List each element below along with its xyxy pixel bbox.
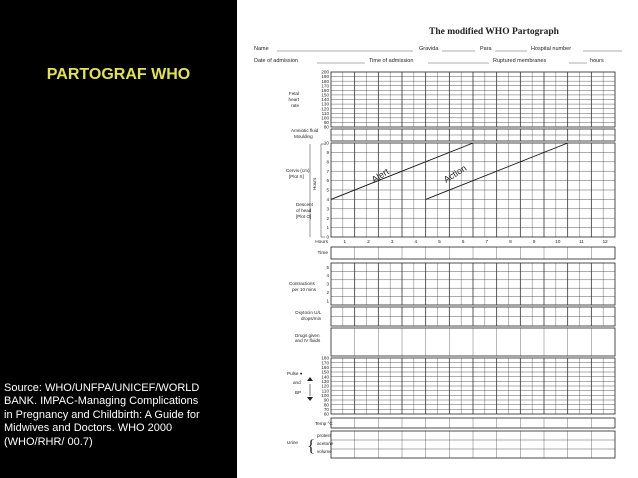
source-line: Source: WHO/UNFPA/UNICEF/WORLD xyxy=(4,382,200,394)
form-title: The modified WHO Partograph xyxy=(429,27,559,37)
hour-number: 5 xyxy=(438,239,441,244)
oxytocin-label: drops/min xyxy=(301,316,322,321)
ruptured-membranes-label: Ruptured membranes xyxy=(493,58,547,64)
contractions-tick: 2 xyxy=(326,290,329,295)
fetal-heart-label-line: rate xyxy=(291,103,299,108)
hour-number: 12 xyxy=(602,239,608,244)
source-line: Midwives and Doctors. WHO 2000 xyxy=(4,422,173,435)
pulse-bp-tick: 80 xyxy=(323,402,329,408)
fetal-heart-label-line: Fetal xyxy=(288,91,299,96)
oxytocin-label: Oxytocin U/L xyxy=(295,310,322,315)
pulse-and-label: and xyxy=(293,380,301,385)
fetal-heart-tick: 90 xyxy=(323,120,329,126)
cervix-label: Cervix (cm) xyxy=(286,168,310,173)
pulse-bp-tick: 70 xyxy=(323,406,329,412)
bp-up-arrow-icon xyxy=(307,377,313,381)
name-label: Name xyxy=(254,46,269,52)
gravida-label: Gravida xyxy=(419,46,439,52)
cervix-tick: 5 xyxy=(326,187,329,193)
hour-number: 7 xyxy=(485,239,489,244)
slide-left-panel xyxy=(0,0,237,478)
pulse-bp-tick: 110 xyxy=(321,388,329,394)
fetal-heart-tick: 150 xyxy=(321,92,329,98)
contractions-label: Contractions xyxy=(289,281,315,286)
hospital-number-label: Hospital number xyxy=(531,46,572,52)
pulse-bp-tick: 170 xyxy=(321,360,329,366)
cervix-plot-label: [Plot X] xyxy=(289,174,304,179)
source-line: in Pregnancy and Childbirth: A Guide for xyxy=(4,408,200,421)
hours-vertical-label: Hours xyxy=(312,177,317,190)
para-label: Para xyxy=(480,46,492,52)
source-citation xyxy=(4,382,236,449)
hour-number: 2 xyxy=(367,239,370,244)
drugs-label: and IV fluids xyxy=(295,338,321,343)
hour-number: 6 xyxy=(461,239,465,244)
pulse-bp-tick: 60 xyxy=(323,411,329,417)
urine-brace-icon: { xyxy=(307,436,316,455)
urine-volume-label: volume xyxy=(317,449,332,454)
hour-number: 11 xyxy=(579,239,584,244)
pulse-bp-tick: 130 xyxy=(321,378,329,384)
temperature-label: Temp °C xyxy=(315,421,333,426)
fetal-heart-tick: 190 xyxy=(321,74,329,80)
fetal-heart-tick: 160 xyxy=(321,87,329,93)
hour-number: 8 xyxy=(509,239,512,244)
hour-number: 3 xyxy=(390,239,394,244)
pulse-bp-tick: 160 xyxy=(321,364,329,370)
cervix-tick: 0 xyxy=(326,234,329,240)
bp-down-arrow-icon xyxy=(307,397,313,401)
fetal-heart-tick: 140 xyxy=(321,97,329,103)
source-line: BANK. IMPAC-Managing Complications xyxy=(4,395,199,408)
contractions-tick: 5 xyxy=(326,264,329,270)
partograph-grids xyxy=(277,51,622,458)
bp-label: BP xyxy=(295,390,302,395)
fetal-heart-tick: 170 xyxy=(321,83,329,89)
slide-title: PARTOGRAF WHO xyxy=(46,66,191,83)
fetal-heart-tick: 120 xyxy=(321,106,329,112)
cervix-tick: 3 xyxy=(326,206,329,212)
contractions-tick: 1 xyxy=(326,298,329,304)
cervix-tick: 1 xyxy=(326,225,329,231)
time-admission-label: Time of admission xyxy=(369,58,414,64)
urine-label: Urine xyxy=(287,440,298,445)
pulse-bp-tick: 150 xyxy=(321,369,329,375)
descent-label-line: Descent xyxy=(296,202,313,207)
pulse-label: Pulse ● xyxy=(287,371,303,376)
hours-label: hours xyxy=(590,58,604,64)
fetal-heart-tick: 110 xyxy=(321,110,329,116)
pulse-bp-tick: 180 xyxy=(321,355,329,361)
urine-acetone-label: acetone xyxy=(317,441,334,446)
urine-protein-label: protein xyxy=(317,433,332,438)
pulse-bp-tick: 120 xyxy=(321,383,329,389)
cervix-tick: 8 xyxy=(326,159,329,165)
drugs-label: Drugs given xyxy=(295,333,320,338)
cervix-tick: 9 xyxy=(326,150,329,155)
fetal-heart-label-line: heart xyxy=(288,97,299,102)
amniotic-fluid-label: Amniotic fluid xyxy=(291,128,319,133)
action-line-label: Action xyxy=(441,162,469,185)
source-line: (WHO/RHR/ 00.7) xyxy=(4,435,93,448)
cervix-tick: 10 xyxy=(323,140,329,146)
moulding-label: Moulding xyxy=(294,134,313,139)
fetal-heart-tick: 80 xyxy=(323,124,329,130)
hour-number: 4 xyxy=(414,239,418,244)
date-admission-label: Date of admission xyxy=(254,58,299,64)
cervix-tick: 2 xyxy=(326,215,329,221)
hour-number: 9 xyxy=(532,239,536,244)
partograph-document xyxy=(237,0,638,478)
cervix-tick: 6 xyxy=(326,178,329,184)
pulse-bp-tick: 90 xyxy=(323,397,329,403)
pulse-bp-tick: 140 xyxy=(321,374,329,380)
time-row-label: Time xyxy=(317,251,328,256)
contractions-tick: 4 xyxy=(326,273,329,279)
fetal-heart-tick: 200 xyxy=(321,69,329,75)
cervix-tick: 4 xyxy=(326,197,329,202)
alert-line-label: Alert xyxy=(369,166,391,185)
hour-number: 1 xyxy=(343,239,347,244)
descent-label-line: of head xyxy=(296,208,312,213)
contractions-label: per 10 mins xyxy=(292,287,317,292)
fetal-heart-tick: 100 xyxy=(321,115,329,121)
descent-label-line: [Plot O] xyxy=(296,214,312,219)
hour-number: 10 xyxy=(555,239,561,244)
fetal-heart-tick: 130 xyxy=(321,101,329,107)
cervix-tick: 7 xyxy=(326,168,329,174)
pulse-bp-tick: 100 xyxy=(321,392,329,398)
hours-row-label: Hours xyxy=(315,240,328,245)
partograph-form xyxy=(237,0,638,478)
fetal-heart-tick: 180 xyxy=(321,78,329,84)
contractions-tick: 3 xyxy=(326,281,329,287)
